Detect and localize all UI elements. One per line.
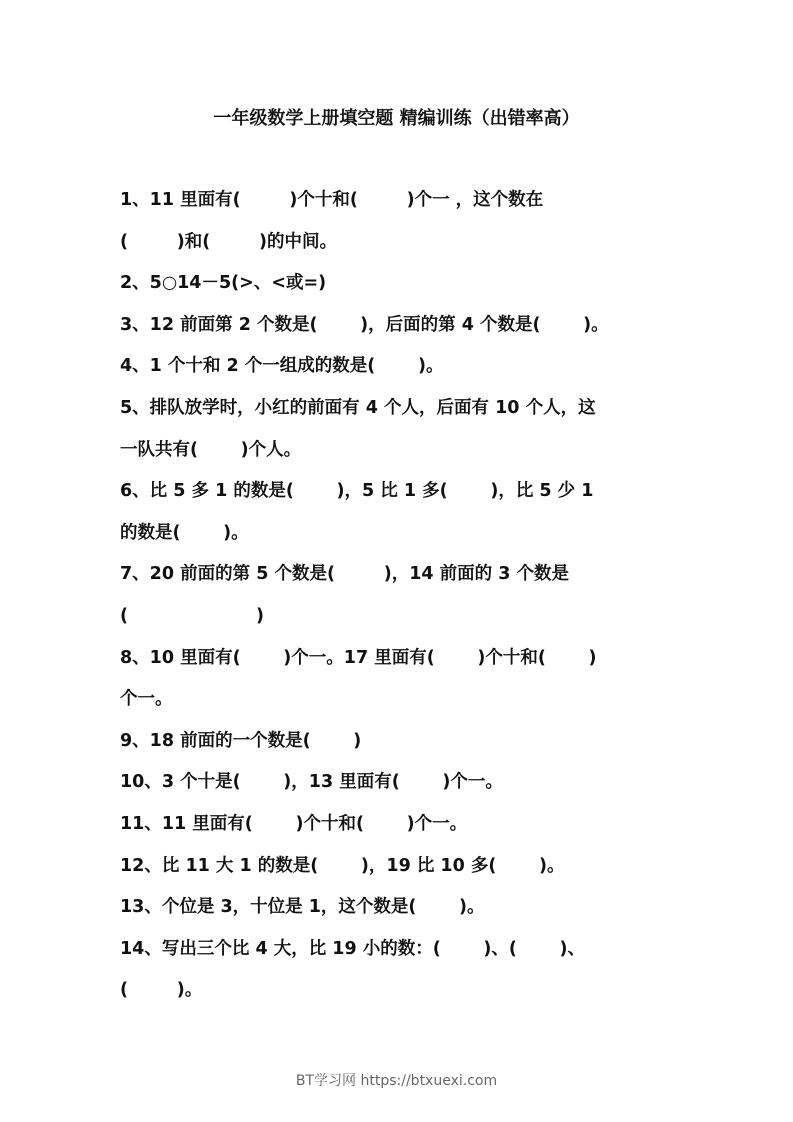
page-title: 一年级数学上册填空题 精编训练（出错率高）	[213, 108, 580, 129]
question-line: ( )。	[120, 980, 203, 1001]
question-line: 11、11 里面有( )个十和( )个一。	[120, 813, 468, 834]
question-line: 14、写出三个比 4 大，比 19 小的数：( )、( )、	[120, 938, 586, 959]
question-line: 13、个位是 3，十位是 1，这个数是( )。	[120, 897, 485, 918]
question-line: 9、18 前面的一个数是( )	[120, 730, 362, 751]
footer-watermark: BT学习网 https://btxuexi.com	[295, 1073, 498, 1089]
question-line: ( )	[120, 605, 264, 626]
question-line: ( )和( )的中间。	[120, 231, 337, 252]
question-line: 8、10 里面有( )个一。17 里面有( )个十和( )	[120, 647, 597, 668]
question-line: 6、比 5 多 1 的数是( )，5 比 1 多( )，比 5 少 1	[120, 481, 594, 502]
question-line: 5、排队放学时，小红的前面有 4 个人，后面有 10 个人，这	[120, 397, 596, 418]
question-line: 的数是( )。	[120, 522, 249, 543]
question-line: 7、20 前面的第 5 个数是( )，14 前面的 3 个数是	[120, 564, 570, 585]
question-list	[120, 187, 676, 1019]
question-line: 1、11 里面有( )个十和( )个一 ，这个数在	[120, 190, 544, 210]
question-line: 12、比 11 大 1 的数是( )，19 比 10 多( )。	[120, 855, 565, 876]
question-line: 4、1 个十和 2 个一组成的数是( )。	[120, 356, 444, 377]
question-line: 2、5○14－5(>、<或=)	[120, 273, 327, 294]
question-line: 10、3 个十是( )，13 里面有( )个一。	[120, 772, 503, 793]
question-line: 一队共有( )个人。	[120, 439, 302, 460]
question-line: 3、12 前面第 2 个数是( )，后面的第 4 个数是( )。	[120, 314, 609, 335]
question-line: 个一。	[120, 689, 173, 710]
